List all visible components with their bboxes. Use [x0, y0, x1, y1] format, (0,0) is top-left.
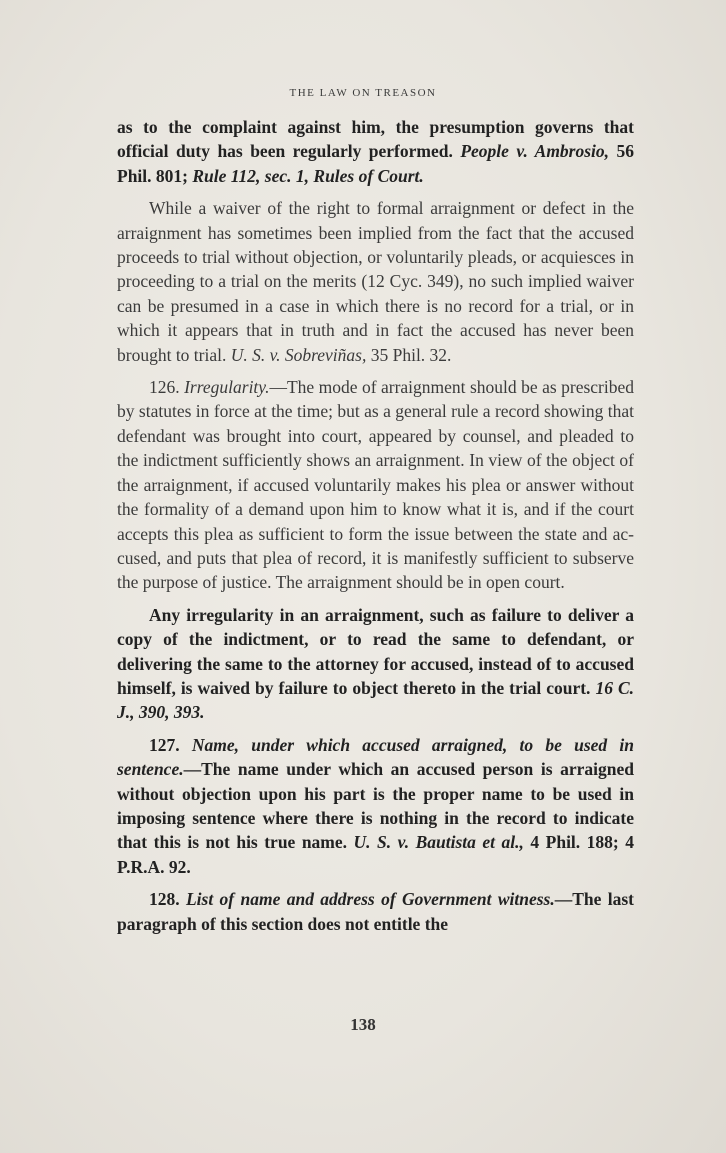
section-case-citation: U. S. v. Bautista et al.,	[353, 832, 524, 853]
section-title: Name, under which accused arraigned, to be used in sentence.	[117, 734, 634, 780]
section-number: 126.	[149, 377, 185, 398]
p4-citation: 16 C. J., 390, 393.	[117, 677, 634, 723]
section-title: Irregularity.	[184, 377, 270, 398]
p4-text: Any irregularity in an arraignment, such as failure to deliver a copy of the indictment, or to read the same to defendant, or delivering the same to the attorney for accused, instead of to accused himself, is waived by failure to object thereto in the trial court.	[117, 604, 634, 698]
section-128	[117, 887, 634, 936]
running-head: THE LAW ON TREASON	[289, 87, 437, 99]
paragraph-waiver	[117, 196, 634, 367]
section-127	[117, 733, 634, 879]
section-body: —The mode of arraignment should be as prescribed by statutes in force at the time; but as a general rule a record showing that defendant was brought into court, appeared by counsel, and pleaded to the indictment sufficiently shows an arraignment. In view of the object of the arraignment, if accused voluntarily makes his plea or answer without the formality of a demand upon him to know what it is, and if the court accepts this plea as sufficient to form the issue between the state and accused, and puts that plea of record, it is manifestly sufficient to subserve the purpose of justice. The arraignment should be in open court.	[117, 377, 634, 593]
paragraph-irregularity	[117, 603, 634, 725]
p2-text: While a waiver of the right to formal arraignment or defect in the arraignment has sometimes been implied from the fact that the accused proceeds to trial without objection, or voluntarily pleads, or acquiesces in proceeding to a trial on the merits (12 Cyc. 349), no such implied waiver can be presumed in a case in which there is no record for a trial, or in which it appears that in truth and in fact the accused has never been brought to trial.	[117, 198, 634, 365]
section-number: 128.	[149, 889, 186, 910]
p1-rule-citation: Rule 112, sec. 1, Rules of Court.	[192, 165, 424, 186]
p1-text: as to the complaint against him, the presumption governs that official duty has been regularly performed.	[117, 117, 634, 162]
section-body: —The name under which an accused person is arraigned without objection upon his part is the proper name to be used in imposing sentence where there is nothing in the record to indicate that this is not his true name.	[117, 759, 634, 853]
p2-case-citation: U. S. v. Sobreviñas,	[230, 344, 367, 365]
section-title: List of name and address of Government witness.	[185, 889, 555, 910]
p2-reporter: 35 Phil. 32.	[366, 344, 452, 365]
section-body: —The last paragraph of this section does not entitle the	[117, 889, 634, 934]
section-126	[117, 375, 634, 595]
body-text	[117, 115, 634, 944]
p1-case-citation: People v. Ambrosio,	[460, 141, 610, 162]
section-number: 127.	[149, 734, 192, 755]
section-reporter: 4 Phil. 188; 4 P.R.A. 92.	[117, 832, 634, 877]
paragraph-continuation	[117, 115, 634, 188]
page-number: 138	[350, 1015, 376, 1034]
p1-reporter: 56 Phil. 801;	[117, 141, 634, 186]
